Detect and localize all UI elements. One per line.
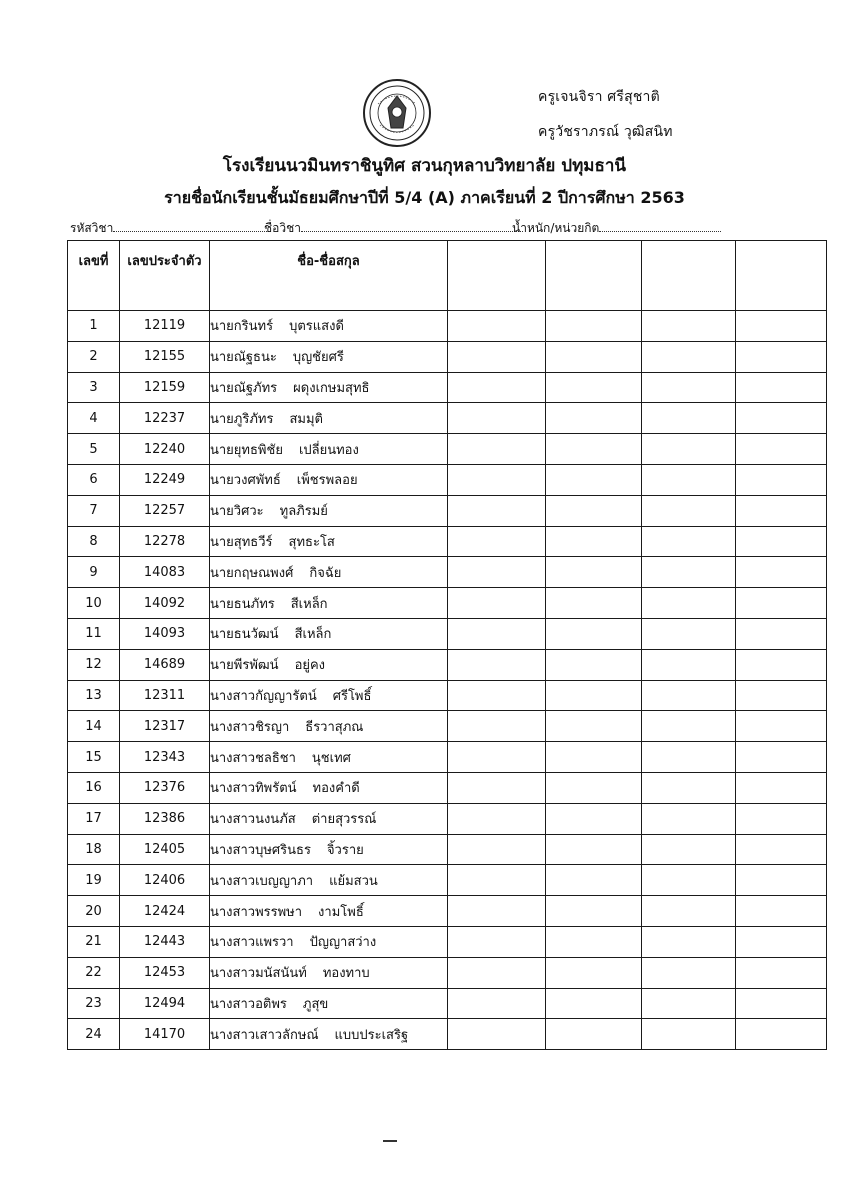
blank-cell [546, 896, 642, 927]
blank-cell [642, 680, 736, 711]
table-row [68, 311, 827, 342]
student-first-name: นางสาวพรรพษา [210, 904, 303, 920]
blank-cell [642, 464, 736, 495]
row-number: 17 [68, 803, 120, 834]
blank-cell [736, 372, 827, 403]
table-row [68, 803, 827, 834]
blank-cell [448, 803, 546, 834]
blank-cell [642, 988, 736, 1019]
blank-cell [448, 526, 546, 557]
table-row [68, 742, 827, 773]
student-first-name: นายภูริภัทร [210, 411, 274, 427]
blank-cell [642, 711, 736, 742]
blank-cell [736, 926, 827, 957]
row-number: 18 [68, 834, 120, 865]
table-row [68, 434, 827, 465]
student-first-name: นางสาวเสาวลักษณ์ [210, 1027, 319, 1043]
page-mark [383, 1140, 397, 1142]
blank-cell [642, 957, 736, 988]
header-student-id: เลขประจำตัว [120, 241, 210, 311]
blank-cell [546, 526, 642, 557]
credit-field [512, 219, 721, 238]
blank-cell [642, 834, 736, 865]
blank-cell [736, 865, 827, 896]
blank-cell [642, 649, 736, 680]
blank-cell [546, 434, 642, 465]
blank-cell [546, 618, 642, 649]
blank-cell [736, 1019, 827, 1050]
student-last-name: ต่ายสุวรรณ์ [311, 812, 377, 828]
blank-cell [546, 557, 642, 588]
row-number: 22 [68, 957, 120, 988]
student-last-name: บุตรแสงดี [289, 319, 344, 335]
credit-label: น้ำหนัก/หน่วยกิต [512, 221, 600, 235]
blank-cell [448, 372, 546, 403]
blank-cell [642, 772, 736, 803]
student-last-name: ทูลภิรมย์ [279, 504, 328, 520]
row-number: 9 [68, 557, 120, 588]
blank-cell [448, 495, 546, 526]
blank-cell [736, 434, 827, 465]
student-first-name: นายยุทธพิชัย [210, 442, 283, 458]
student-last-name: ภูสุข [302, 996, 329, 1012]
student-id: 14170 [120, 1019, 210, 1050]
header-blank-2 [546, 241, 642, 311]
blank-cell [736, 588, 827, 619]
table-row [68, 588, 827, 619]
student-first-name: นางสาวเบญญาภา [210, 873, 314, 889]
course-code-blank [113, 219, 269, 232]
student-id: 12343 [120, 742, 210, 773]
student-id: 12240 [120, 434, 210, 465]
blank-cell [642, 803, 736, 834]
student-id: 12424 [120, 896, 210, 927]
table-row [68, 1019, 827, 1050]
student-last-name: สมมุติ [289, 411, 323, 427]
student-id: 12278 [120, 526, 210, 557]
student-first-name: นางสาวมนัสนันท์ [210, 966, 307, 982]
student-name [210, 434, 448, 465]
blank-cell [448, 742, 546, 773]
table-row [68, 957, 827, 988]
table-row [68, 865, 827, 896]
blank-cell [642, 495, 736, 526]
school-emblem-icon [362, 78, 432, 148]
blank-cell [546, 1019, 642, 1050]
student-first-name: นายณัฐธนะ [210, 350, 277, 366]
blank-cell [448, 711, 546, 742]
student-name [210, 588, 448, 619]
blank-cell [546, 588, 642, 619]
blank-cell [642, 618, 736, 649]
row-number: 6 [68, 464, 120, 495]
course-name-blank [301, 219, 523, 232]
student-first-name: นายธนวัฒน์ [210, 627, 279, 643]
student-name [210, 680, 448, 711]
student-first-name: นางสาวทิพรัตน์ [210, 781, 297, 797]
blank-cell [546, 372, 642, 403]
row-number: 24 [68, 1019, 120, 1050]
student-name [210, 711, 448, 742]
student-name [210, 557, 448, 588]
row-number: 19 [68, 865, 120, 896]
blank-cell [642, 865, 736, 896]
student-first-name: นายกรินทร์ [210, 319, 274, 335]
table-row [68, 618, 827, 649]
blank-cell [448, 588, 546, 619]
blank-cell [736, 834, 827, 865]
student-id: 14083 [120, 557, 210, 588]
blank-cell [448, 1019, 546, 1050]
student-name [210, 403, 448, 434]
student-first-name: นายวิศวะ [210, 504, 264, 520]
student-name [210, 772, 448, 803]
student-name [210, 834, 448, 865]
row-number: 14 [68, 711, 120, 742]
student-name [210, 896, 448, 927]
header-blank-3 [642, 241, 736, 311]
header-number: เลขที่ [68, 241, 120, 311]
student-last-name: สุทธะโส [288, 534, 335, 550]
row-number: 3 [68, 372, 120, 403]
student-last-name: ปัญญาสว่าง [309, 935, 377, 951]
blank-cell [736, 957, 827, 988]
table-row [68, 834, 827, 865]
student-first-name: นางสาวชิรญา [210, 719, 290, 735]
course-code-label: รหัสวิชา [70, 221, 114, 235]
blank-cell [736, 618, 827, 649]
student-name [210, 464, 448, 495]
table-row [68, 372, 827, 403]
blank-cell [736, 803, 827, 834]
row-number: 8 [68, 526, 120, 557]
student-roster-table [67, 240, 827, 1050]
blank-cell [642, 403, 736, 434]
student-first-name: นายณัฐภัทร [210, 380, 278, 396]
blank-cell [546, 341, 642, 372]
blank-cell [448, 988, 546, 1019]
blank-cell [448, 557, 546, 588]
blank-cell [546, 680, 642, 711]
student-id: 12443 [120, 926, 210, 957]
blank-cell [736, 311, 827, 342]
student-name [210, 649, 448, 680]
student-id: 12376 [120, 772, 210, 803]
credit-blank [599, 219, 721, 232]
blank-cell [546, 803, 642, 834]
student-id: 12405 [120, 834, 210, 865]
blank-cell [448, 311, 546, 342]
table-row [68, 403, 827, 434]
student-name [210, 865, 448, 896]
student-last-name: ผดุงเกษมสุทธิ [293, 380, 370, 396]
blank-cell [448, 896, 546, 927]
student-last-name: สีเหล็ก [294, 627, 332, 643]
teacher-name-1: ครูเจนจิรา ศรีสุชาติ [538, 89, 660, 105]
table-row [68, 896, 827, 927]
table-row [68, 988, 827, 1019]
header-blank-1 [448, 241, 546, 311]
student-id: 12386 [120, 803, 210, 834]
table-row [68, 711, 827, 742]
blank-cell [642, 588, 736, 619]
blank-cell [736, 557, 827, 588]
student-last-name: แบบประเสริฐ [334, 1027, 409, 1043]
row-number: 11 [68, 618, 120, 649]
student-first-name: นายวงศพัทธ์ [210, 473, 281, 489]
roster-body [68, 311, 827, 1050]
blank-cell [736, 896, 827, 927]
blank-cell [642, 526, 736, 557]
student-last-name: บุญชัยศรี [292, 350, 344, 366]
blank-cell [546, 834, 642, 865]
student-id: 12494 [120, 988, 210, 1019]
blank-cell [448, 926, 546, 957]
teacher-name-2: ครูวัชราภรณ์ วุฒิสนิท [538, 124, 673, 140]
blank-cell [546, 988, 642, 1019]
student-id: 12119 [120, 311, 210, 342]
table-row [68, 926, 827, 957]
student-last-name: ทองทาบ [322, 966, 370, 982]
row-number: 23 [68, 988, 120, 1019]
table-header-row [68, 241, 827, 311]
student-id: 14093 [120, 618, 210, 649]
blank-cell [736, 742, 827, 773]
table-row [68, 495, 827, 526]
blank-cell [448, 341, 546, 372]
blank-cell [448, 649, 546, 680]
blank-cell [546, 495, 642, 526]
header-blank-4 [736, 241, 827, 311]
student-id: 12406 [120, 865, 210, 896]
row-number: 20 [68, 896, 120, 927]
blank-cell [546, 742, 642, 773]
blank-cell [546, 711, 642, 742]
table-row [68, 680, 827, 711]
student-id: 12317 [120, 711, 210, 742]
course-code-field [70, 219, 269, 238]
student-first-name: นางสาวอติพร [210, 996, 287, 1012]
blank-cell [448, 464, 546, 495]
student-name [210, 341, 448, 372]
course-name-field [264, 219, 523, 238]
table-row [68, 464, 827, 495]
student-name [210, 311, 448, 342]
student-first-name: นางสาวแพรวา [210, 935, 294, 951]
blank-cell [448, 834, 546, 865]
row-number: 12 [68, 649, 120, 680]
student-first-name: นางสาวนงนภัส [210, 812, 296, 828]
blank-cell [448, 865, 546, 896]
row-number: 13 [68, 680, 120, 711]
blank-cell [736, 526, 827, 557]
student-first-name: นายกฤษณพงศ์ [210, 565, 294, 581]
student-name [210, 618, 448, 649]
blank-cell [642, 926, 736, 957]
blank-cell [642, 372, 736, 403]
student-id: 12159 [120, 372, 210, 403]
student-id: 12237 [120, 403, 210, 434]
blank-cell [736, 341, 827, 372]
blank-cell [736, 680, 827, 711]
student-last-name: สีเหล็ก [290, 596, 328, 612]
blank-cell [736, 403, 827, 434]
student-name [210, 742, 448, 773]
blank-cell [642, 311, 736, 342]
student-last-name: กิจฉัย [309, 565, 342, 581]
row-number: 5 [68, 434, 120, 465]
blank-cell [546, 772, 642, 803]
blank-cell [736, 649, 827, 680]
student-first-name: นายพีรพัฒน์ [210, 658, 279, 674]
row-number: 21 [68, 926, 120, 957]
student-last-name: นุชเทศ [311, 750, 351, 766]
row-number: 10 [68, 588, 120, 619]
blank-cell [448, 434, 546, 465]
row-number: 16 [68, 772, 120, 803]
row-number: 2 [68, 341, 120, 372]
blank-cell [736, 495, 827, 526]
blank-cell [546, 865, 642, 896]
table-row [68, 341, 827, 372]
blank-cell [448, 772, 546, 803]
blank-cell [546, 403, 642, 434]
blank-cell [546, 649, 642, 680]
table-row [68, 557, 827, 588]
row-number: 15 [68, 742, 120, 773]
blank-cell [448, 680, 546, 711]
blank-cell [642, 896, 736, 927]
student-first-name: นางสาวชลธิชา [210, 750, 296, 766]
blank-cell [546, 464, 642, 495]
student-id: 12453 [120, 957, 210, 988]
school-title: โรงเรียนนวมินทราชินูทิศ สวนกุหลาบวิทยาลัย ปทุมธานี [222, 156, 627, 176]
blank-cell [642, 1019, 736, 1050]
blank-cell [736, 772, 827, 803]
student-id: 14689 [120, 649, 210, 680]
blank-cell [448, 618, 546, 649]
student-name [210, 988, 448, 1019]
row-number: 4 [68, 403, 120, 434]
student-name [210, 957, 448, 988]
student-name [210, 1019, 448, 1050]
student-first-name: นายสุทธวีร์ [210, 534, 273, 550]
header-full-name: ชื่อ-ชื่อสกุล [210, 241, 448, 311]
class-title: รายชื่อนักเรียนชั้นมัธยมศึกษาปีที่ 5/4 (A) ภาคเรียนที่ 2 ปีการศึกษา 2563 [164, 188, 685, 207]
student-last-name: จิ้วราย [326, 842, 364, 858]
blank-cell [736, 988, 827, 1019]
blank-cell [546, 311, 642, 342]
student-last-name: ศรีโพธิ์ [332, 688, 372, 704]
table-row [68, 649, 827, 680]
student-id: 14092 [120, 588, 210, 619]
row-number: 7 [68, 495, 120, 526]
table-row [68, 772, 827, 803]
blank-cell [642, 434, 736, 465]
blank-cell [736, 464, 827, 495]
student-name [210, 803, 448, 834]
student-last-name: งามโพธิ์ [318, 904, 364, 920]
student-last-name: อยู่คง [294, 658, 326, 674]
student-first-name: นายธนภัทร [210, 596, 275, 612]
student-id: 12249 [120, 464, 210, 495]
student-first-name: นางสาวกัญญารัตน์ [210, 688, 317, 704]
student-name [210, 372, 448, 403]
student-last-name: ทองคำดี [312, 781, 360, 797]
student-name [210, 526, 448, 557]
blank-cell [642, 341, 736, 372]
blank-cell [736, 711, 827, 742]
student-id: 12257 [120, 495, 210, 526]
blank-cell [448, 403, 546, 434]
student-last-name: เพ็ชรพลอย [296, 473, 358, 489]
blank-cell [546, 957, 642, 988]
course-name-label: ชื่อวิชา [264, 221, 301, 235]
student-name [210, 926, 448, 957]
row-number: 1 [68, 311, 120, 342]
student-id: 12155 [120, 341, 210, 372]
blank-cell [642, 742, 736, 773]
table-row [68, 526, 827, 557]
student-last-name: ธีรวาสุภณ [305, 719, 364, 735]
student-first-name: นางสาวบุษศรินธร [210, 842, 311, 858]
student-last-name: แย้มสวน [329, 873, 378, 889]
student-name [210, 495, 448, 526]
blank-cell [642, 557, 736, 588]
blank-cell [546, 926, 642, 957]
student-id: 12311 [120, 680, 210, 711]
blank-cell [448, 957, 546, 988]
student-last-name: เปลี่ยนทอง [298, 442, 359, 458]
